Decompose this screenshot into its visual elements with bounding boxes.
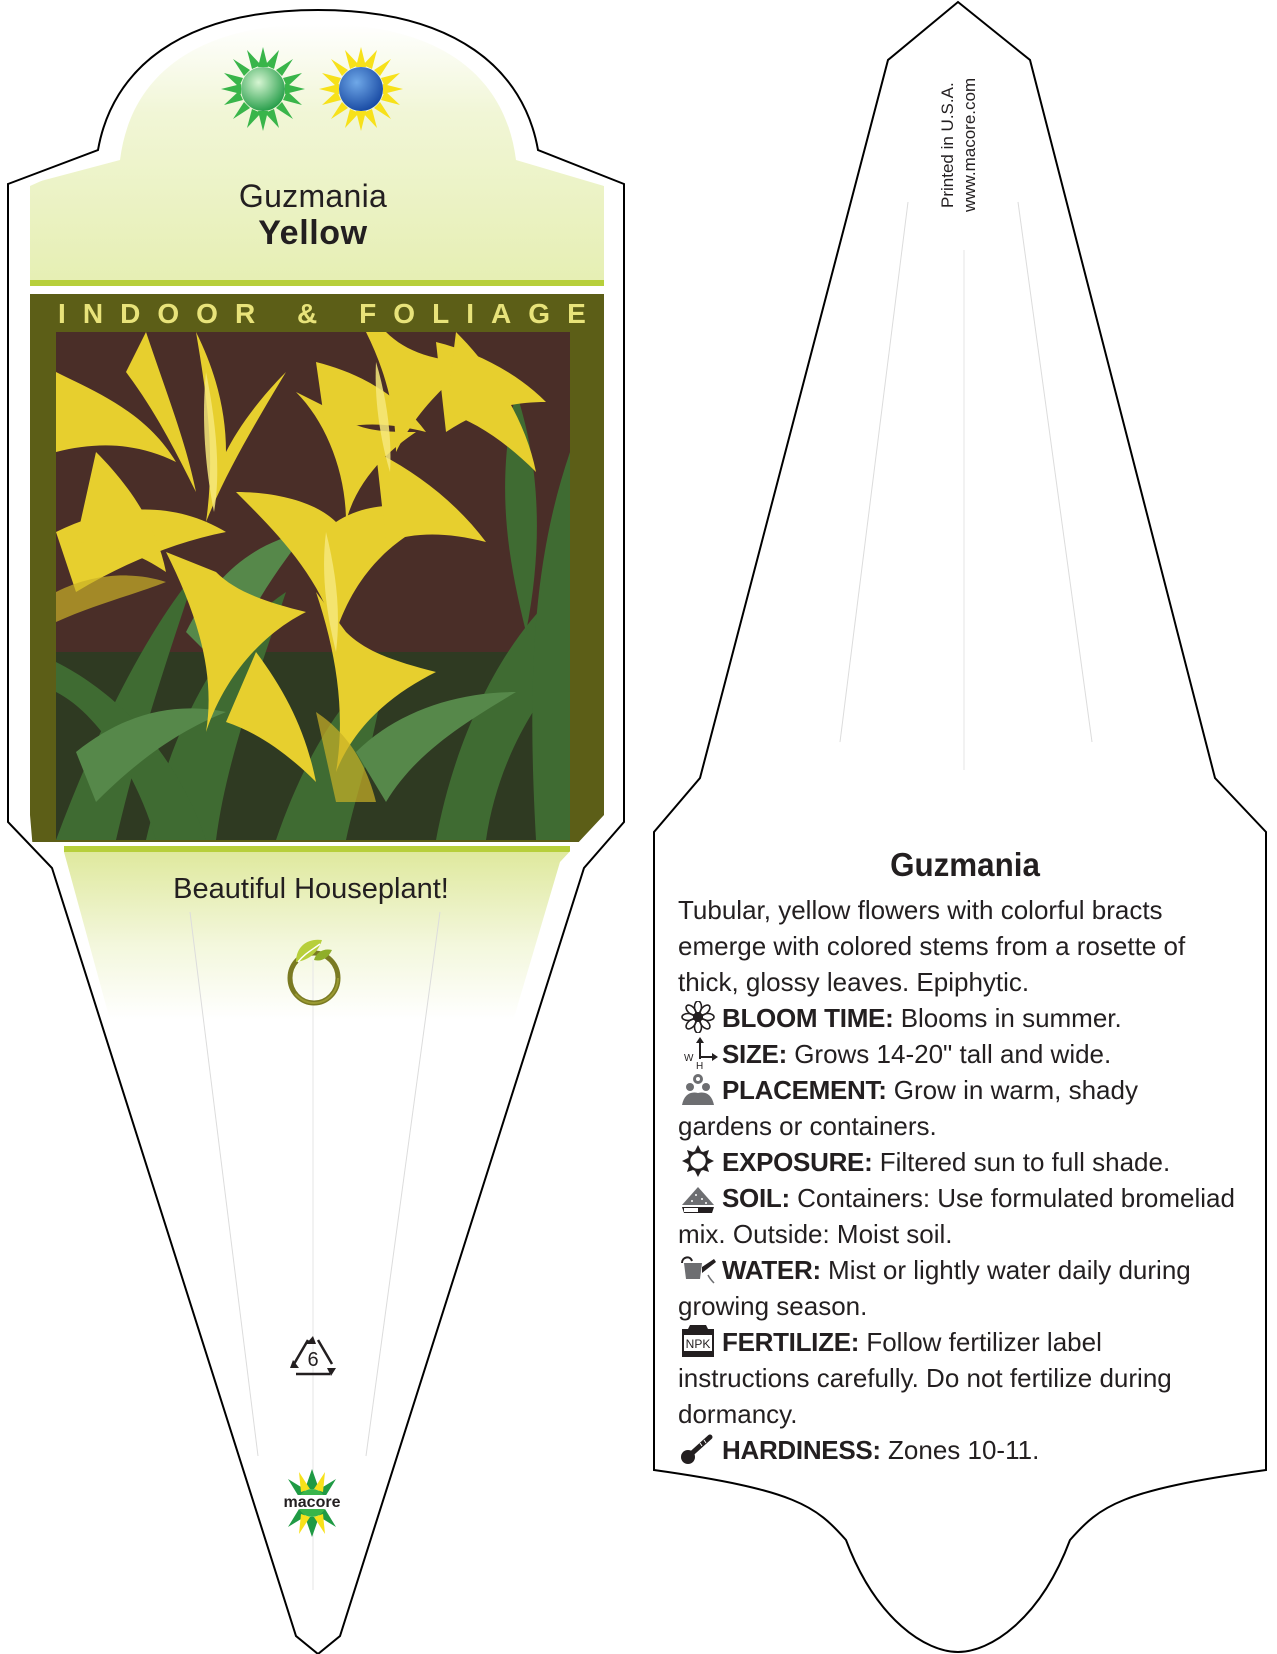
attr-fertilize: NPK FERTILIZE: Follow fertilizer label instructions carefully. Do not fertilize during dormancy. <box>678 1327 1172 1429</box>
back-title: Guzmania <box>890 846 1040 883</box>
macore-logo <box>272 1468 352 1543</box>
category-label <box>20 294 606 334</box>
category-letter: I <box>466 298 474 329</box>
category-letter: N <box>82 298 104 329</box>
category-letter: & <box>297 298 318 329</box>
soil-icon <box>678 1181 718 1213</box>
category-letter: A <box>491 298 512 329</box>
category-letter: G <box>528 298 551 329</box>
plant-name <box>20 178 606 252</box>
attr-size: W H SIZE: Grows 14-20" tall and wide. <box>678 1036 1238 1072</box>
sun-green-icon <box>220 46 306 137</box>
sun-outline-icon <box>678 1145 718 1177</box>
plant-photo <box>56 332 570 840</box>
flower-icon <box>678 1001 718 1033</box>
category-letter: O <box>393 298 416 329</box>
attr-exposure: EXPOSURE: Filtered sun to full shade. <box>678 1144 1238 1180</box>
printed-in-text: Printed in U.S.A. <box>938 82 957 208</box>
svg-text:6: 6 <box>307 1349 319 1371</box>
seedling-icon <box>286 932 342 1011</box>
placement-icon <box>678 1073 718 1105</box>
printed-info <box>940 52 980 222</box>
category-letter: I <box>58 298 66 329</box>
category-letter: D <box>120 298 141 329</box>
tagline: Beautiful Houseplant! <box>173 873 449 905</box>
category-letter: E <box>567 298 586 329</box>
plant-genus: Guzmania <box>238 178 388 214</box>
attr-soil: SOIL: Containers: Use formulated bromeliad mix. Outside: Moist soil. <box>678 1183 1235 1249</box>
category-letter <box>272 294 280 334</box>
svg-text:NPK: NPK <box>685 1337 711 1351</box>
category-letter: O <box>196 298 218 329</box>
npk-icon <box>678 1325 718 1357</box>
svg-text:H: H <box>696 1061 704 1069</box>
website-text: www.macore.com <box>960 77 979 212</box>
attr-hardiness: HARDINESS: Zones 10-11. <box>678 1432 1238 1468</box>
category-letter: F <box>359 298 377 329</box>
category-letter: R <box>234 298 256 329</box>
sun-blue-icon <box>318 46 404 137</box>
size-icon <box>678 1037 718 1069</box>
plant-description: Tubular, yellow flowers with colorful bracts emerge with colored stems from a rosette of thick, glossy leaves. Epiphytic. <box>678 895 1186 997</box>
svg-text:macore: macore <box>283 1494 341 1511</box>
plant-variety: Yellow <box>258 214 368 252</box>
attr-placement: PLACEMENT: Grow in warm, shady gardens or containers. <box>678 1075 1138 1141</box>
attr-bloom-time: BLOOM TIME: Blooms in summer. <box>678 1000 1238 1036</box>
attr-water: WATER: Mist or lightly water daily during growing season. <box>678 1255 1191 1321</box>
category-letter: L <box>432 298 450 329</box>
care-info <box>678 892 1238 1468</box>
category-letter <box>334 294 342 334</box>
svg-text:W: W <box>684 1053 694 1064</box>
category-letter: O <box>157 298 180 329</box>
watering-can-icon <box>678 1253 718 1285</box>
recycle-icon <box>286 1334 340 1387</box>
thermometer-icon <box>678 1433 718 1465</box>
